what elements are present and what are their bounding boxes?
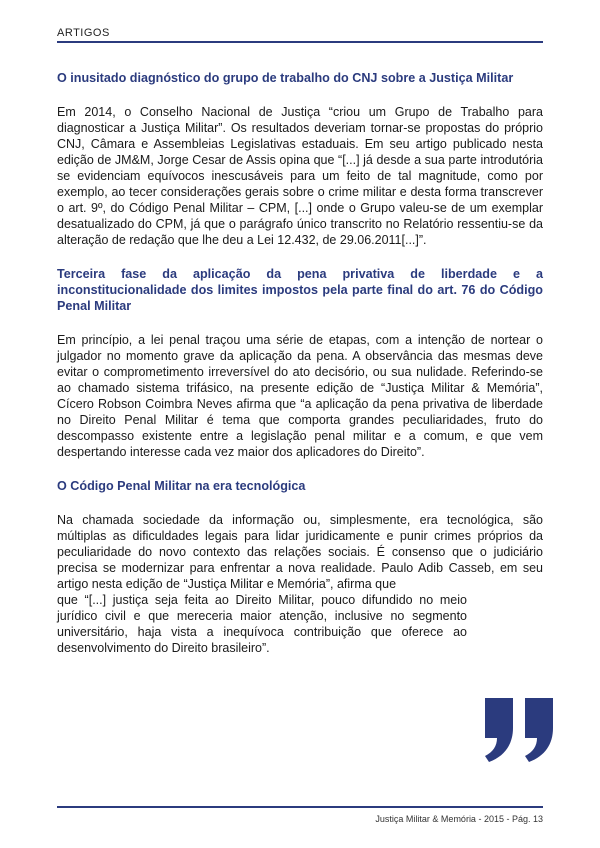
section-1-body: Em 2014, o Conselho Nacional de Justiça “criou um Grupo de Trabalho para diagnosticar a Justiça Militar”. Os resultados deveriam tornar-se propostas do próprio CNJ, Câmara e Assembleias Legislativas estaduais. Em seu artigo publicado nesta edição de JM&M, Jorge Cesar de Assis opina que “[...] já desde a sua parte introdutória se evidenciam equívocos inescusáveis para um feito de tal magnitude, como por exemplo, ao tecer considerações gerais sobre o crime militar e desta forma transcrever o art. 9º, do Código Penal Militar – CPM, [...] onde o Grupo valeu-se de um exemplar desatualizado do CPM, já que o parágrafo único transcrito no Relatório ressentiu-se da alteração de redação que lhe deu a Lei 12.432, de 29.06.2011[...]”. xyxy=(57,105,543,247)
section-3-title: O Código Penal Militar na era tecnológica xyxy=(57,479,306,493)
section-3-body: Na chamada sociedade da informação ou, simplesmente, era tecnológica, são múltiplas as dificuldades legais para lidar juridicamente e punir crimes próprios da peculiaridade do novo contexto das relações sociais. É consenso que o judiciário precisa se modernizar para enfrentar a nova realidade. Paulo Adib Casseb, em seu artigo nesta edição de “Justiça Militar e Memória”, afirma que xyxy=(57,513,543,591)
section-3-quote: que “[...] justiça seja feita ao Direito Militar, pouco difundido no meio jurídico civil e que mereceria maior atenção, inclusive no segmento universitário, haja vista a inequívoca contribuição que oferece ao desenvolvimento do Direito brasileiro”. xyxy=(57,593,467,655)
section-label: ARTIGOS xyxy=(57,27,110,39)
header-rule xyxy=(57,41,543,43)
section-2-body: Em princípio, a lei penal traçou uma série de etapas, com a intenção de nortear o julgador no momento grave da aplicação da pena. A observância das mesmas deve evitar o comprometimento irreversível do ato decisório, ou sua nulidade. Referindo-se ao chamado sistema trifásico, na presente edição de “Justiça Militar & Memória”, Cícero Robson Coimbra Neves afirma que “a aplicação da pena privativa de liberdade no Direito Penal Militar é tema que comporta grandes peculiaridades, fruto do descompasso existente entre a legislação penal militar e a comum, e que vem despertando interesse cada vez maior dos aplicadores do Direito”. xyxy=(57,333,543,459)
section-2-title: Terceira fase da aplicação da pena privativa de liberdade e a inconstitucionalidade dos limites impostos pela parte final do art. 76 do Código Penal Militar xyxy=(57,267,543,313)
page-footer: Justiça Militar & Memória - 2015 - Pág. 13 xyxy=(375,814,543,824)
article-content xyxy=(57,70,543,656)
footer-rule xyxy=(57,806,543,808)
closing-quote-mark-icon xyxy=(481,696,559,764)
section-1-title: O inusitado diagnóstico do grupo de trabalho do CNJ sobre a Justiça Militar xyxy=(57,71,514,85)
